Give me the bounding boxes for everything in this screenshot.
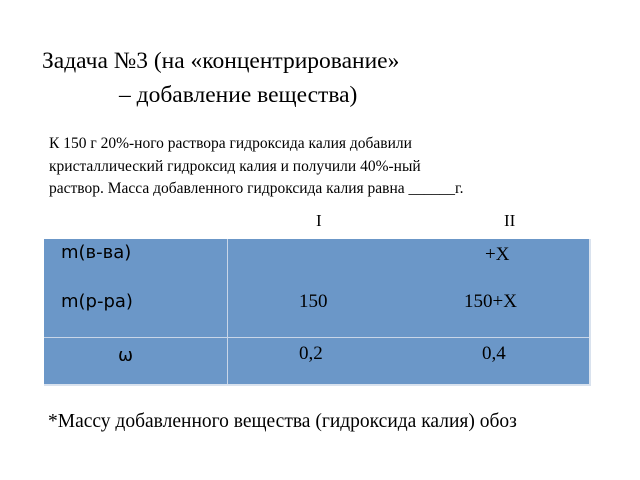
row-label-solute-mass: m(в-ва) (61, 242, 132, 263)
column-header-2: II (504, 211, 516, 230)
problem-statement (49, 133, 609, 201)
row-divider (44, 337, 589, 338)
title-line-2: – добавление вещества) (119, 82, 358, 108)
problem-line-2: кристаллический гидроксид калия и получили 40%-ный (49, 157, 421, 175)
cell-solute-mass-2: +X (485, 244, 510, 265)
cell-mass-fraction-1: 0,2 (299, 343, 323, 364)
column-header-1: I (316, 211, 322, 230)
row-label-mass-fraction: ω (118, 345, 134, 366)
slide-title (42, 44, 602, 112)
problem-line-1: К 150 г 20%-ного раствора гидроксида калия добавили (49, 135, 412, 152)
problem-line-3: раствор. Масса добавленного гидроксида калия равна ______г. (49, 180, 464, 197)
solution-table (44, 239, 591, 386)
title-line-1: Задача №3 (на «концентрирование» (42, 48, 400, 74)
column-divider (227, 239, 228, 384)
footnote: *Массу добавленного вещества (гидроксида калия) обоз (48, 411, 517, 432)
cell-solution-mass-2: 150+X (464, 291, 517, 312)
row-label-solution-mass: m(р-ра) (61, 291, 133, 312)
cell-mass-fraction-2: 0,4 (482, 343, 506, 364)
cell-solution-mass-1: 150 (299, 291, 328, 312)
